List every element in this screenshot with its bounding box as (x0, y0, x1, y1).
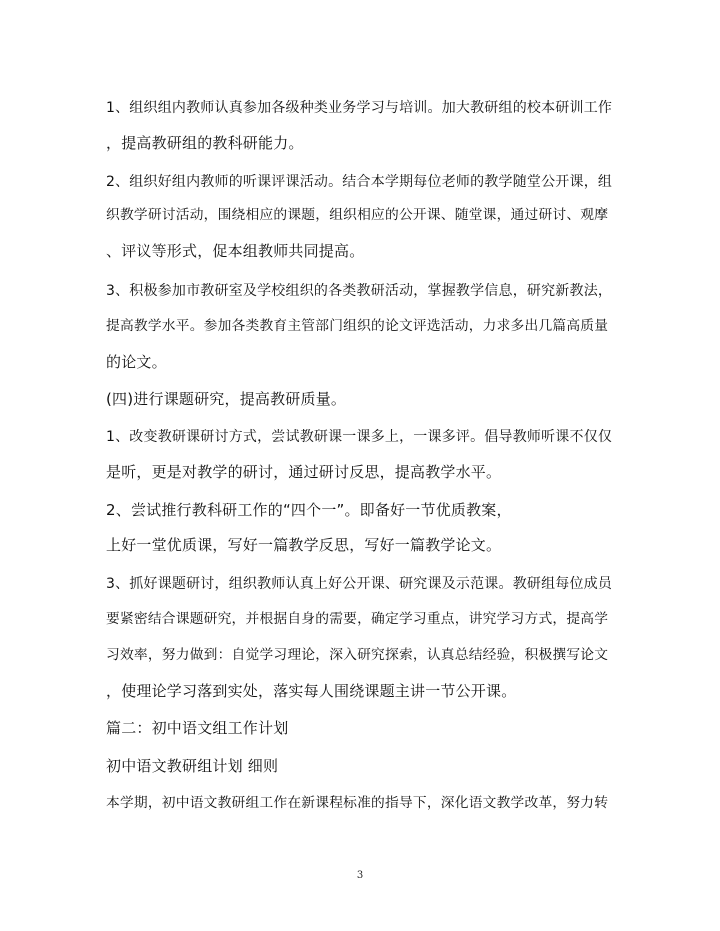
text-line: 是听，更是对教学的研讨，通过研讨反思，提高教学水平。 (106, 463, 502, 481)
text-line: 3、抓好课题研讨，组织教师认真上好公开课、研究课及示范课。教研组每位成员 (106, 576, 613, 592)
text-line: 织教学研讨活动，围绕相应的课题，组织相应的公开课、随堂课，通过研讨、观摩 (106, 207, 609, 223)
text-line: 3、积极参加市教研室及学校组织的各类教研活动，掌握教学信息，研究新教法， (106, 283, 613, 299)
page-number: 3 (356, 870, 364, 881)
text-line: 1、组织组内教师认真参加各级种类业务学习与培训。加大教研组的校本研训工作 (106, 100, 613, 116)
text-line: 1、改变教研课研讨方式，尝试教研课一课多上，一课多评。倡导教师听课不仅仅 (106, 429, 613, 445)
chapter-heading: 篇二：初中语文组工作计划 (106, 719, 289, 737)
text-line: 习效率，努力做到：自觉学习理论，深入研究探索，认真总结经验，积极撰写论文 (106, 647, 609, 663)
text-line: 提高教学水平。参加各类教育主管部门组织的论文评选活动，力求多出几篇高质量 (106, 318, 609, 334)
subheading: 初中语文教研组计划 细则 (106, 757, 279, 775)
text-line: 的论文。 (106, 353, 167, 371)
text-line: 本学期，初中语文教研组工作在新课程标准的指导下，深化语文教学改革，努力转 (106, 795, 609, 811)
text-line: 要紧密结合课题研究，并根据自身的需要，确定学习重点，讲究学习方式，提高学 (106, 611, 609, 627)
section-heading: (四)进行课题研究，提高教研质量。 (106, 390, 347, 408)
text-line: 2、组织好组内教师的听课评课活动。结合本学期每位老师的教学随堂公开课，组 (106, 174, 613, 190)
text-line: 、评议等形式，促本组教师共同提高。 (106, 242, 365, 260)
text-line: ，使理论学习落到实处，落实每人围绕课题主讲一节公开课。 (106, 682, 517, 700)
text-line: 2、尝试推行教科研工作的“四个一”。即备好一节优质教案， (106, 501, 512, 519)
text-line: ，提高教研组的教科研能力。 (106, 134, 304, 152)
text-line: 上好一堂优质课，写好一篇教学反思，写好一篇教学论文。 (106, 536, 502, 554)
